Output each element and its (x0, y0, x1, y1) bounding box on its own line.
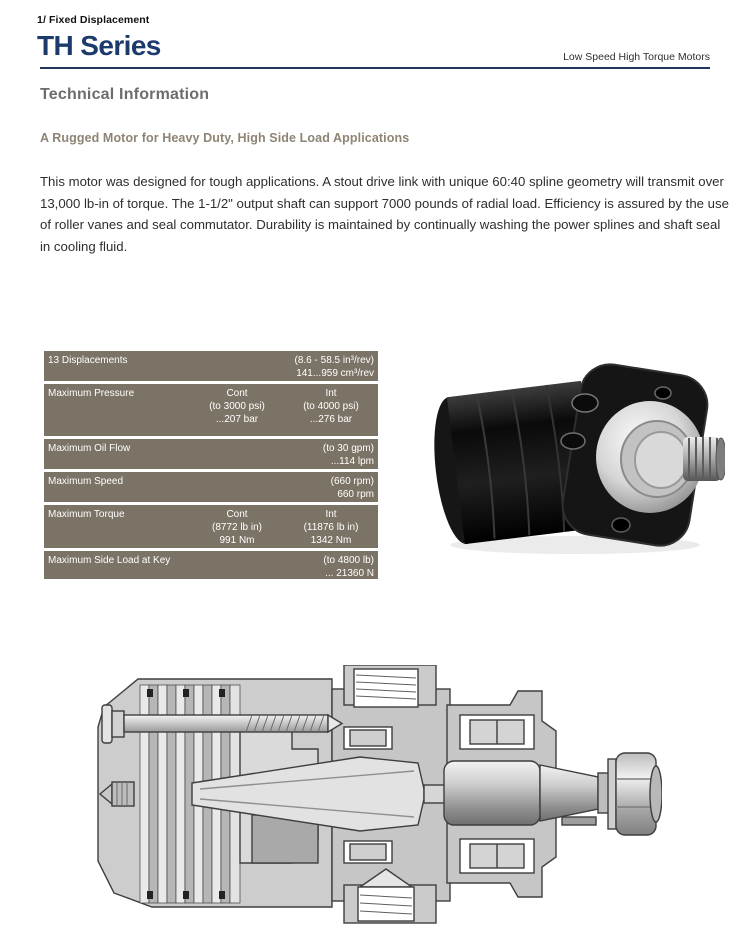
page-tagline: Low Speed High Torque Motors (563, 51, 710, 63)
table-row (44, 384, 378, 436)
row-int-values: Int (to 4000 psi) ...276 bar (303, 388, 359, 425)
table-row (44, 551, 378, 579)
section-heading: Technical Information (40, 86, 210, 103)
page-title: TH Series (37, 30, 161, 61)
row-values: (to 30 gpm) ...114 lpm (322, 443, 374, 467)
row-label: Maximum Side Load at Key (48, 555, 171, 566)
table-row (44, 351, 378, 381)
title-rule (40, 67, 710, 69)
row-cont-values: Cont (8772 lb in) 991 Nm (211, 509, 263, 546)
row-int-values: Int (11876 lb in) 1342 Nm (303, 509, 359, 546)
row-values: (8.6 - 58.5 in³/rev) 141...959 cm³/rev (294, 355, 374, 379)
row-label: Maximum Oil Flow (48, 443, 131, 454)
table-row (44, 505, 378, 548)
row-label: Maximum Speed (48, 476, 124, 487)
table-row (44, 472, 378, 502)
table-row (44, 439, 378, 469)
section-subtitle: A Rugged Motor for Heavy Duty, High Side Load Applications (40, 131, 410, 145)
spec-table (44, 351, 378, 582)
row-values: (660 rpm) 660 rpm (330, 476, 374, 500)
body-paragraph: This motor was designed for tough applications. A stout drive link with unique 60:40 spline geometry will transmit over 13,000 lb-in of torque. The 1-1/2" output shaft can support 7000 pounds of radial load. Efficiency is assured by the use of roller vanes and seal commutator. Durability is maintained by continually washing the power splines and shaft seal in cooling fluid. (40, 174, 729, 254)
row-cont-values: Cont (to 3000 psi) ...207 bar (209, 388, 265, 425)
row-label: Maximum Torque (48, 509, 125, 520)
page-kicker: 1/ Fixed Displacement (37, 14, 150, 26)
row-label: Maximum Pressure (48, 388, 135, 399)
row-label: 13 Displacements (48, 355, 128, 366)
motor-product-photo (425, 353, 725, 558)
motor-cross-section-diagram (92, 665, 662, 925)
row-values: (to 4800 lb) ... 21360 N (323, 555, 374, 579)
